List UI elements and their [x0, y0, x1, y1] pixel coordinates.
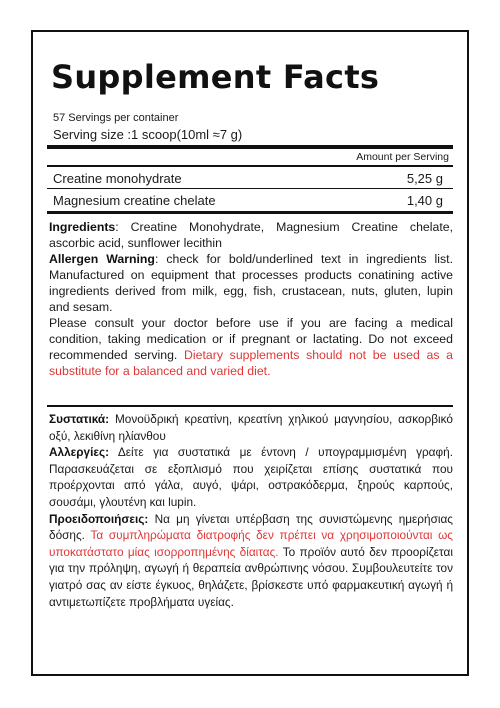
greek-allergen-label: Αλλεργίες:: [49, 445, 110, 460]
thick-divider: [47, 145, 453, 149]
greek-precautions-text: Να μη γίνεται υπέρβαση της συνιστώμενης ημερήσιας δόσης.: [49, 511, 453, 543]
allergen-paragraph: [49, 251, 453, 315]
thick-divider: [47, 211, 453, 214]
servings-per-container: 57 Servings per container: [53, 112, 179, 124]
greek-allergen-text: Δείτε για συστατικά με έντονη / υπογραμμισμένη γραφή. Παρασκευάζεται σε εξοπλισμό που χειρίζεται επίσης συστατικά που προέρχονται από γάλα, αυγό, ψάρι, οστρακόδερμα, ξηρούς καρπούς, σουσάμι, γλουτένη και lupin.: [49, 445, 453, 509]
consult-text: Please consult your doctor before use if you are facing a medical condition, taking medication or if pregnant or lactating. Do not exceed recommended serving.: [49, 316, 453, 362]
nutrient-name: Magnesium creatine chelate: [53, 193, 216, 208]
ingredients-label: Ingredients: [49, 220, 116, 234]
divider: [47, 165, 453, 167]
row-divider: [47, 188, 453, 189]
allergen-label: Allergen Warning: [49, 252, 155, 266]
divider: [47, 405, 453, 407]
supplement-facts-label: [31, 30, 469, 676]
greek-ingredients-paragraph: [49, 411, 453, 444]
english-section: [49, 219, 453, 379]
nutrient-row: [47, 168, 453, 188]
label-title: Supplement Facts: [51, 58, 380, 96]
greek-section: [49, 411, 453, 610]
allergen-text: : check for bold/underlined text in ingredients list. Manufactured on equipment that processes products conatining active ingredients derived from milk, egg, fish, crustacean, nuts, gluten, lupin and sesam.: [49, 252, 453, 314]
nutrient-amount: 1,40 g: [406, 193, 443, 208]
greek-precautions-paragraph: [49, 511, 453, 611]
ingredients-text: : Creatine Monohydrate, Magnesium Creatine chelate, ascorbic acid, sunflower lecithin: [49, 220, 453, 250]
amount-per-serving-header: Amount per Serving: [356, 151, 449, 163]
consult-paragraph: [49, 315, 453, 379]
dietary-warning: Dietary supplements should not be used as a substitute for a balanced and varied diet.: [49, 348, 453, 378]
ingredients-paragraph: [49, 219, 453, 251]
greek-closing-text: Το προϊόν αυτό δεν προορίζεται για την πρόληψη, αγωγή ή θεραπεία ανθρώπινης νόσου. Συμβουλευτείτε τον γιατρό σας αν είστε έγκυος, θηλάζετε, βρίσκεστε υπό φαρμακευτική αγωγή ή αντιμετωπίζετε προβλήματα υγείας.: [49, 544, 453, 609]
nutrient-amount: 5,25 g: [406, 171, 443, 186]
greek-ingredients-text: Μονοϋδρική κρεατίνη, κρεατίνη χηλικού μαγνησίου, ασκορβικό οξύ, λεκιθίνη ηλίανθου: [49, 412, 453, 443]
greek-dietary-warning: Τα συμπληρώματα διατροφής δεν πρέπει να χρησιμοποιούνται ως υποκατάστατο μίας ισορροπημένης δίαιτας.: [49, 528, 453, 559]
greek-precautions-label: Προειδοποιήσεις:: [49, 511, 149, 526]
nutrient-name: Creatine monohydrate: [53, 171, 182, 186]
greek-allergen-paragraph: [49, 444, 453, 510]
greek-ingredients-label: Συστατικά:: [49, 412, 110, 426]
serving-size: Serving size :1 scoop(10ml ≈7 g): [53, 127, 243, 142]
nutrient-row: [47, 190, 453, 210]
